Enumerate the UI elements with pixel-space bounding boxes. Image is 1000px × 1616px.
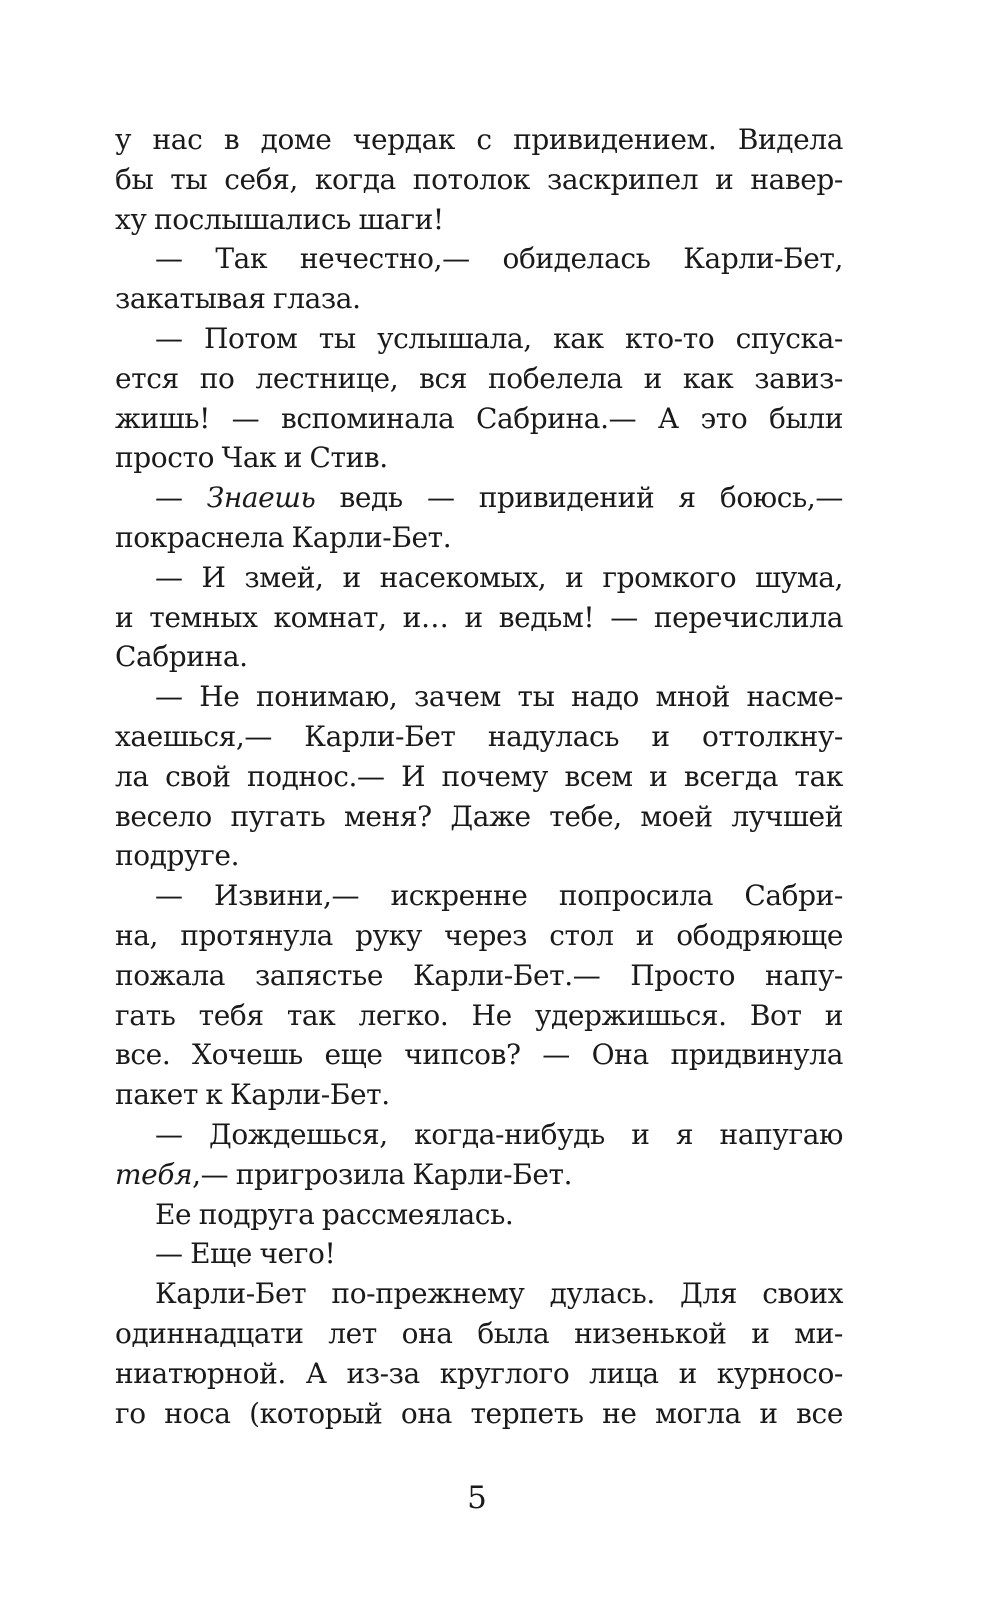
- text-line: жишь! — вспоминала Сабрина.— А это были: [115, 401, 843, 435]
- text-line: ху послышались шаги!: [115, 202, 444, 236]
- text-line: гать тебя так легко. Не удержишься. Вот и: [115, 998, 843, 1032]
- text-line: хаешься,— Карли-Бет надулась и оттолкну-: [115, 719, 843, 753]
- text-line: подруге.: [115, 839, 240, 873]
- text-line: все. Хочешь еще чипсов? — Она придвинула: [115, 1038, 843, 1072]
- text-line: и темных комнат, и… и ведьм! — перечислила: [115, 600, 843, 634]
- text-line: — И змей, и насекомых, и громкого шума,: [155, 560, 843, 594]
- text-line: ниатюрной. А из-за круглого лица и курносо-: [115, 1356, 843, 1390]
- text-line: — Так нечестно,— обиделась Карли-Бет,: [155, 242, 843, 276]
- text-line: — Потом ты услышала, как кто-то спуска-: [155, 321, 843, 355]
- text-line: Ее подруга рассмеялась.: [155, 1197, 514, 1231]
- text-line: ла свой поднос.— И почему всем и всегда так: [115, 759, 843, 793]
- text-line: пожала запястье Карли-Бет.— Просто напу-: [115, 958, 843, 992]
- text-fragment: ,— пригрозила Карли-Бет.: [192, 1157, 573, 1191]
- text-line: — Не понимаю, зачем ты надо мной насме-: [155, 680, 843, 714]
- text-line: у нас в доме чердак с привидением. Видела: [115, 123, 843, 156]
- text-line: закатывая глаза.: [115, 282, 361, 316]
- italic-word: Знаешь: [206, 481, 316, 515]
- text-line: го носа (который она терпеть не могла и все: [115, 1396, 843, 1430]
- page-number: 5: [467, 1480, 487, 1516]
- text-line: ется по лестнице, вся побелела и как завиз-: [115, 361, 843, 395]
- italic-word: тебя: [115, 1157, 193, 1191]
- text-fragment: —: [155, 481, 207, 515]
- text-line: бы ты себя, когда потолок заскрипел и навер-: [115, 162, 843, 196]
- text-line: Сабрина.: [115, 640, 248, 674]
- text-line: весело пугать меня? Даже тебе, моей лучшей: [115, 799, 843, 833]
- text-fragment: ведь — привидений я боюсь,—: [315, 481, 843, 515]
- text-line: Карли-Бет по-прежнему дулась. Для своих: [155, 1277, 843, 1311]
- text-line: — Дождешься, когда-нибудь и я напугаю: [155, 1117, 843, 1151]
- text-line: — Извини,— искренне попросила Сабри-: [155, 879, 843, 913]
- text-line: на, протянула руку через стол и ободряюще: [115, 918, 843, 952]
- text-line: [115, 1155, 843, 1195]
- text-line: [115, 478, 843, 518]
- text-line: покраснела Карли-Бет.: [115, 520, 452, 554]
- text-line: пакет к Карли-Бет.: [115, 1078, 390, 1112]
- text-line: просто Чак и Стив.: [115, 441, 388, 475]
- text-line: одиннадцати лет она была низенькой и ми-: [115, 1316, 843, 1350]
- text-line: — Еще чего!: [155, 1237, 336, 1271]
- book-text: [115, 120, 843, 1433]
